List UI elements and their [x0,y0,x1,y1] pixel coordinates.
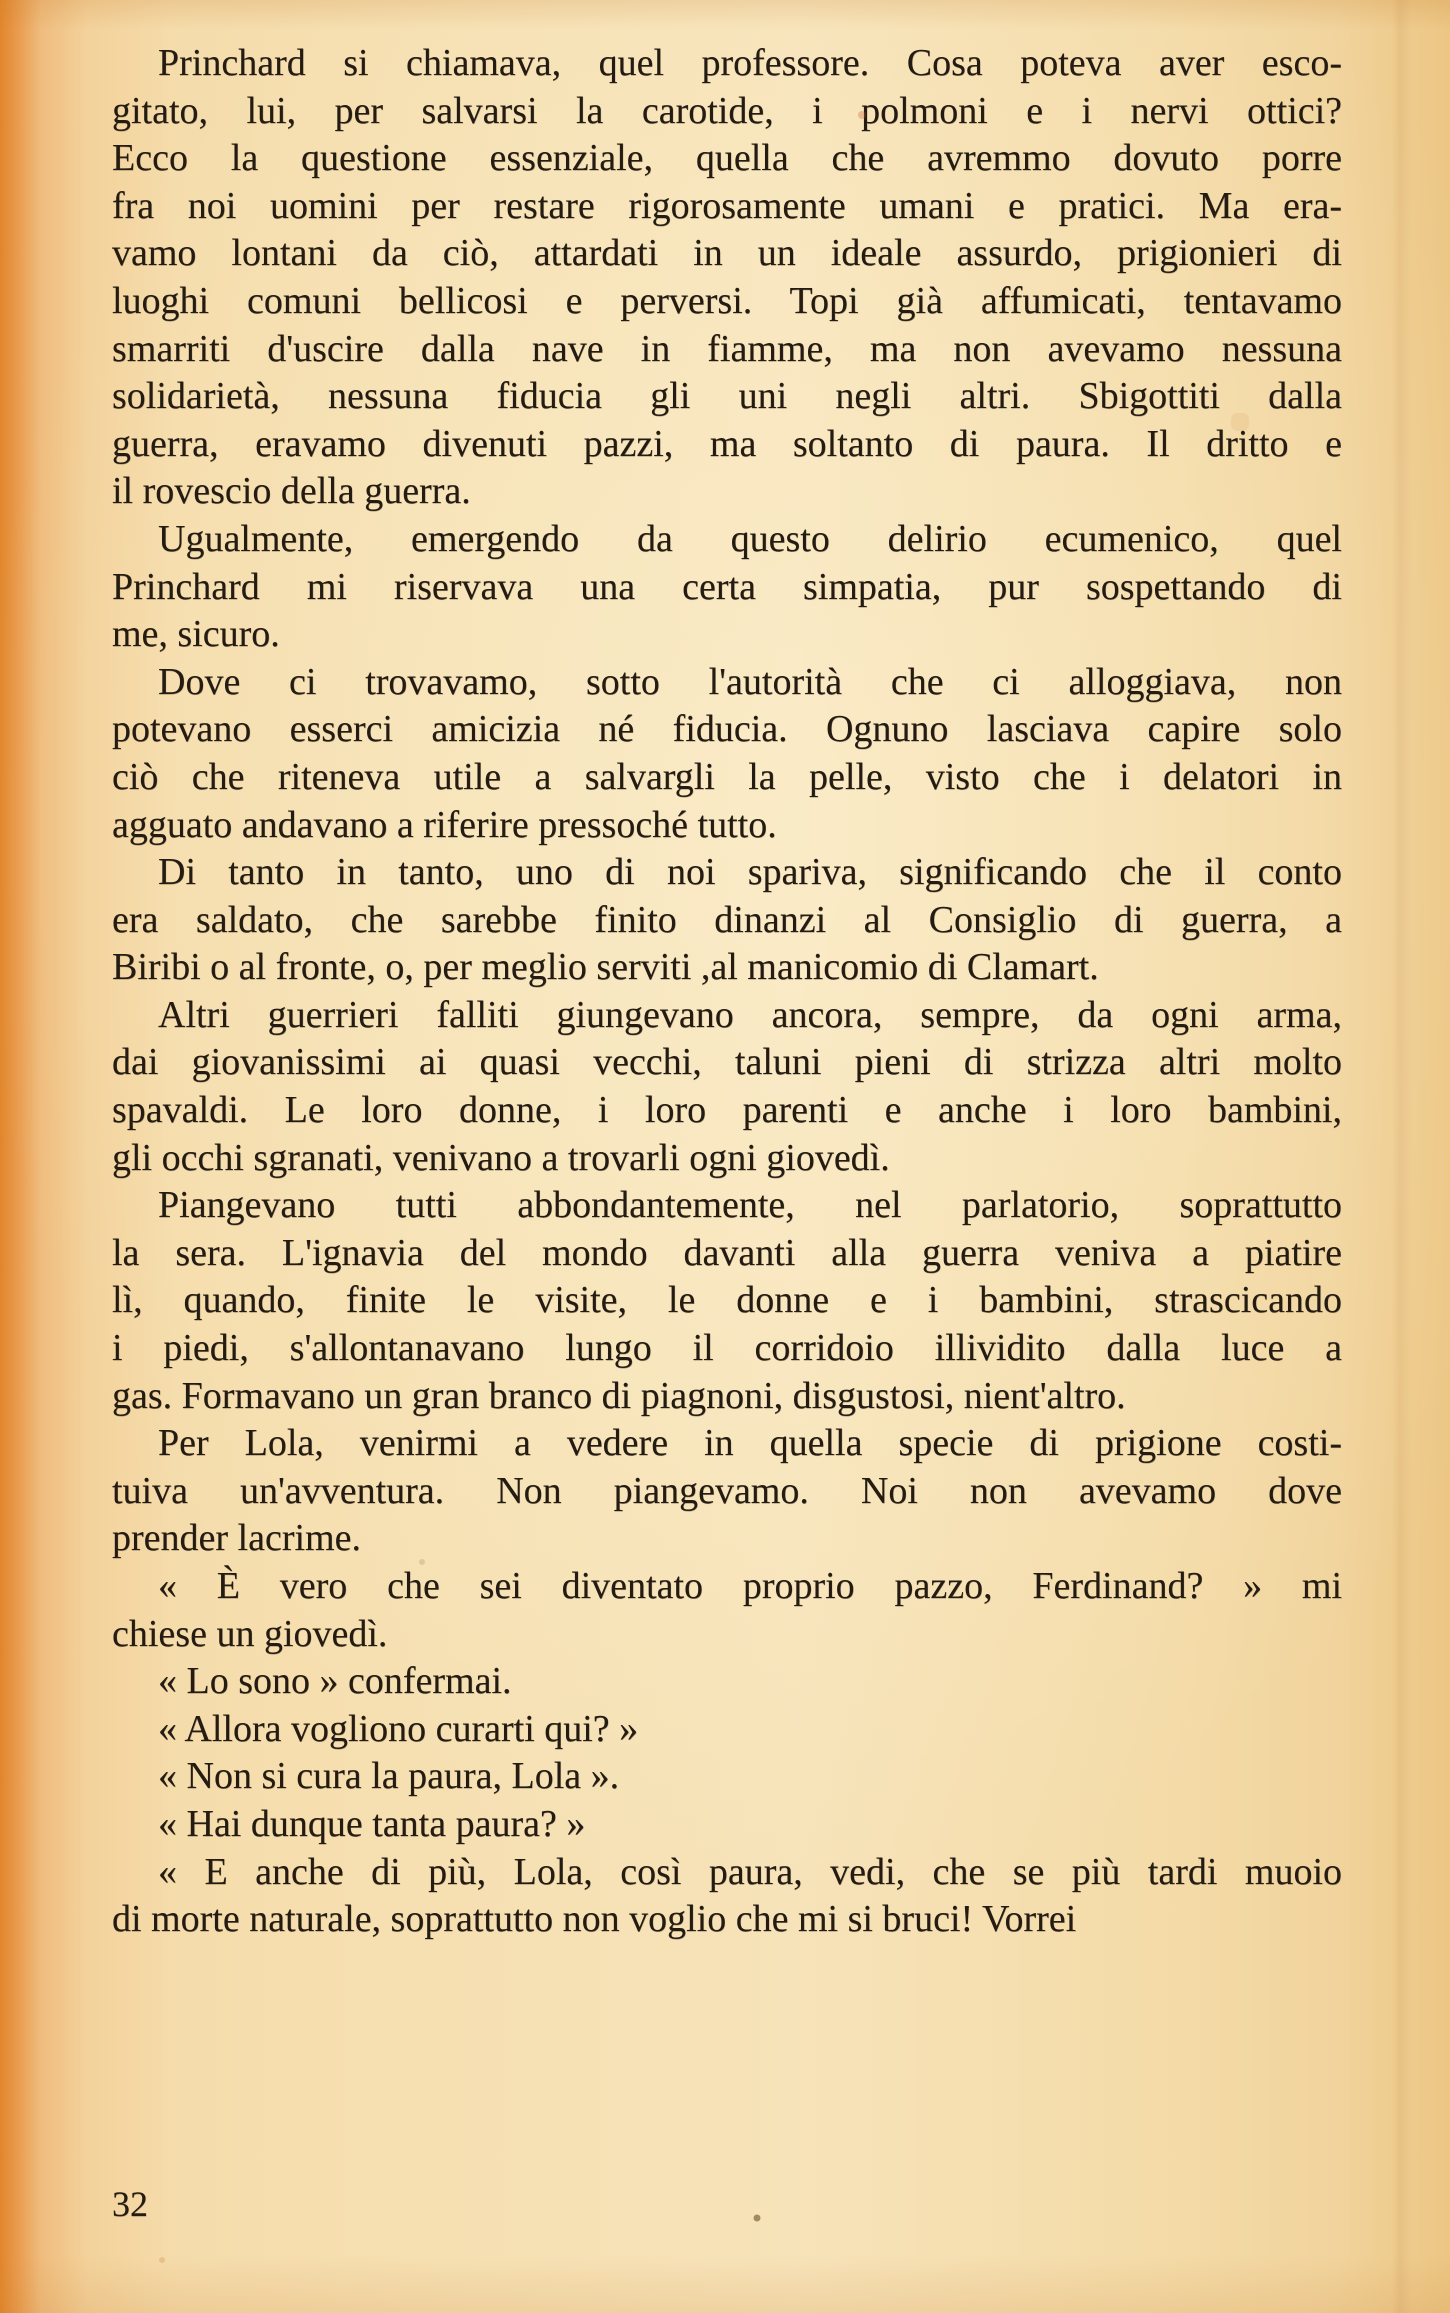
text-line: agguato andavano a riferire pressoché tutto. [112,803,777,846]
text-line: Ecco la questione essenziale, quella che avremmo dovuto porre [112,137,1342,180]
text-line: Dove ci trovavamo, sotto l'autorità che ci alloggiava, non [158,660,1342,703]
text-line: Princhard si chiamava, quel professore. Cosa poteva aver esco- [158,42,1342,84]
text-line: gitato, lui, per salvarsi la carotide, i polmoni e i nervi ottici? [112,89,1342,132]
text-line: tuiva un'avventura. Non piangevamo. Noi non avevamo dove [112,1469,1342,1512]
text-line: guerra, eravamo divenuti pazzi, ma soltanto di paura. Il dritto e [112,422,1342,465]
text-line: « È vero che sei diventato proprio pazzo, Ferdinand? » mi [158,1565,1342,1607]
text-line: era saldato, che sarebbe finito dinanzi al Consiglio di guerra, a [112,898,1342,941]
text-line: i piedi, s'allontanavano lungo il corridoio illividito dalla luce a [112,1327,1342,1370]
text-line: gli occhi sgranati, venivano a trovarli ogni giovedì. [112,1136,890,1179]
text-line: lì, quando, finite le visite, le donne e i bambini, strascicando [112,1279,1342,1322]
text-line: dai giovanissimi ai quasi vecchi, taluni pieni di strizza altri molto [112,1041,1342,1084]
text-line: luoghi comuni bellicosi e perversi. Topi già affumicati, tentavamo [112,279,1342,322]
text-line: spavaldi. Le loro donne, i loro parenti e anche i loro bambini, [112,1089,1342,1132]
text-line: fra noi uomini per restare rigorosamente umani e pratici. Ma era- [112,184,1342,227]
text-line: il rovescio della guerra. [112,470,471,513]
text-line: di morte naturale, soprattutto non voglio che mi si bruci! Vorrei [112,1898,1077,1941]
text-line: « Non si cura la paura, Lola ». [158,1755,620,1798]
text-line: me, sicuro. [112,613,280,656]
text-line: chiese un giovedì. [112,1612,388,1655]
text-line: Biribi o al fronte, o, per meglio serviti ,al manicomio di Clamart. [112,946,1099,989]
page-number: 32 [112,2184,148,2224]
text-line: « Hai dunque tanta paura? » [158,1802,586,1845]
text-line: potevano esserci amicizia né fiducia. Ognuno lasciava capire solo [112,708,1342,751]
text-line: la sera. L'ignavia del mondo davanti alla guerra veniva a piatire [112,1231,1342,1274]
text-line: Piangevano tutti abbondantemente, nel parlatorio, soprattutto [158,1184,1342,1227]
text-line: « E anche di più, Lola, così paura, vedi, che se più tardi muoio [158,1850,1342,1893]
text-line: Ugualmente, emergendo da questo delirio ecumenico, quel [158,517,1342,560]
text-line: Per Lola, venirmi a vedere in quella specie di prigione costi- [158,1422,1342,1465]
text-line: Princhard mi riservava una certa simpatia, pur sospettando di [112,565,1342,608]
text-line: Di tanto in tanto, uno di noi spariva, significando che il conto [158,851,1342,894]
text-line: « Lo sono » confermai. [158,1660,512,1703]
text-line: ciò che riteneva utile a salvargli la pelle, visto che i delatori in [112,755,1342,798]
text-line: Altri guerrieri falliti giungevano ancora, sempre, da ogni arma, [158,993,1342,1036]
page-text [112,40,1342,1944]
text-line: « Allora vogliono curarti qui? » [158,1707,639,1750]
text-line: smarriti d'uscire dalla nave in fiamme, ma non avevamo nessuna [112,327,1342,370]
text-line: gas. Formavano un gran branco di piagnoni, disgustosi, nient'altro. [112,1374,1126,1417]
text-line: solidarietà, nessuna fiducia gli uni negli altri. Sbigottiti dalla [112,375,1342,418]
text-line: prender lacrime. [112,1517,361,1560]
text-line: vamo lontani da ciò, attardati in un ideale assurdo, prigionieri di [112,232,1342,275]
